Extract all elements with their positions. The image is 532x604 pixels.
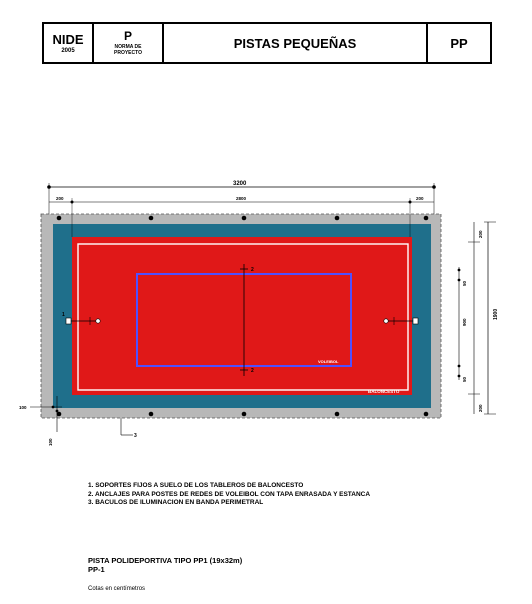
dim-bottom-band: 200 <box>478 404 483 412</box>
voleibol-label: VOLEIBOL <box>318 359 339 364</box>
plan-code: PP-1 <box>88 565 105 574</box>
court-surface <box>72 237 412 395</box>
nide-cell <box>44 24 94 62</box>
light-post <box>57 216 62 221</box>
net-post-label-top: 2 <box>251 267 254 273</box>
light-post <box>335 216 340 221</box>
court-plan <box>0 170 532 450</box>
light-post <box>149 216 154 221</box>
dim-side-right: 200 <box>416 196 424 201</box>
note-item: 1. SOPORTES FIJOS A SUELO DE LOS TABLEROS DE BALONCESTO <box>88 482 304 489</box>
light-post <box>242 412 247 417</box>
net-post-label-bottom: 2 <box>251 368 254 374</box>
light-label: 3 <box>134 433 137 439</box>
nide-label: NIDE <box>52 31 84 47</box>
title-block <box>42 22 492 64</box>
light-post <box>242 216 247 221</box>
basket-support-right <box>413 318 418 324</box>
p-label: P <box>123 29 132 43</box>
nide-year: 2005 <box>61 47 75 54</box>
page-title: PISTAS PEQUEÑAS <box>164 24 428 62</box>
page-code: PP <box>450 35 468 51</box>
baloncesto-label: BALONCESTO <box>368 389 400 394</box>
plan-title: PISTA POLIDEPORTIVA TIPO PP1 (19x32m) <box>88 556 243 565</box>
dim-inner: 2800 <box>236 196 247 201</box>
dim-top-band: 200 <box>478 230 483 238</box>
norma-label: NORMA DE PROYECTO <box>114 44 142 56</box>
dim-total-height: 1900 <box>493 308 499 320</box>
dim-gap-bottom: 50 <box>462 376 467 382</box>
dim-gap-top: 50 <box>462 280 467 286</box>
light-post <box>335 412 340 417</box>
note-item: 2. ANCLAJES PARA POSTES DE REDES DE VOLEIBOL CON TAPA ENRASADA Y ESTANCA <box>88 490 371 498</box>
notes-list <box>88 482 370 508</box>
light-post <box>424 412 429 417</box>
note-item: 3. BACULOS DE ILUMINACION EN BANDA PERIMETRAL <box>88 499 264 506</box>
light-post <box>424 216 429 221</box>
dim-left-bottom: 100 <box>48 438 53 446</box>
plan-caption <box>88 556 242 574</box>
units-note: Cotas en centímetros <box>88 586 146 592</box>
dim-total-width: 3200 <box>233 181 247 187</box>
light-post <box>57 412 62 417</box>
dim-left-margin: 100 <box>19 405 27 410</box>
basket-support-left <box>66 318 71 324</box>
dim-court: 900 <box>462 318 467 326</box>
dim-side-left: 200 <box>56 196 64 201</box>
basket-label-left: 1 <box>62 312 65 318</box>
norma-cell <box>94 24 164 62</box>
light-post <box>149 412 154 417</box>
